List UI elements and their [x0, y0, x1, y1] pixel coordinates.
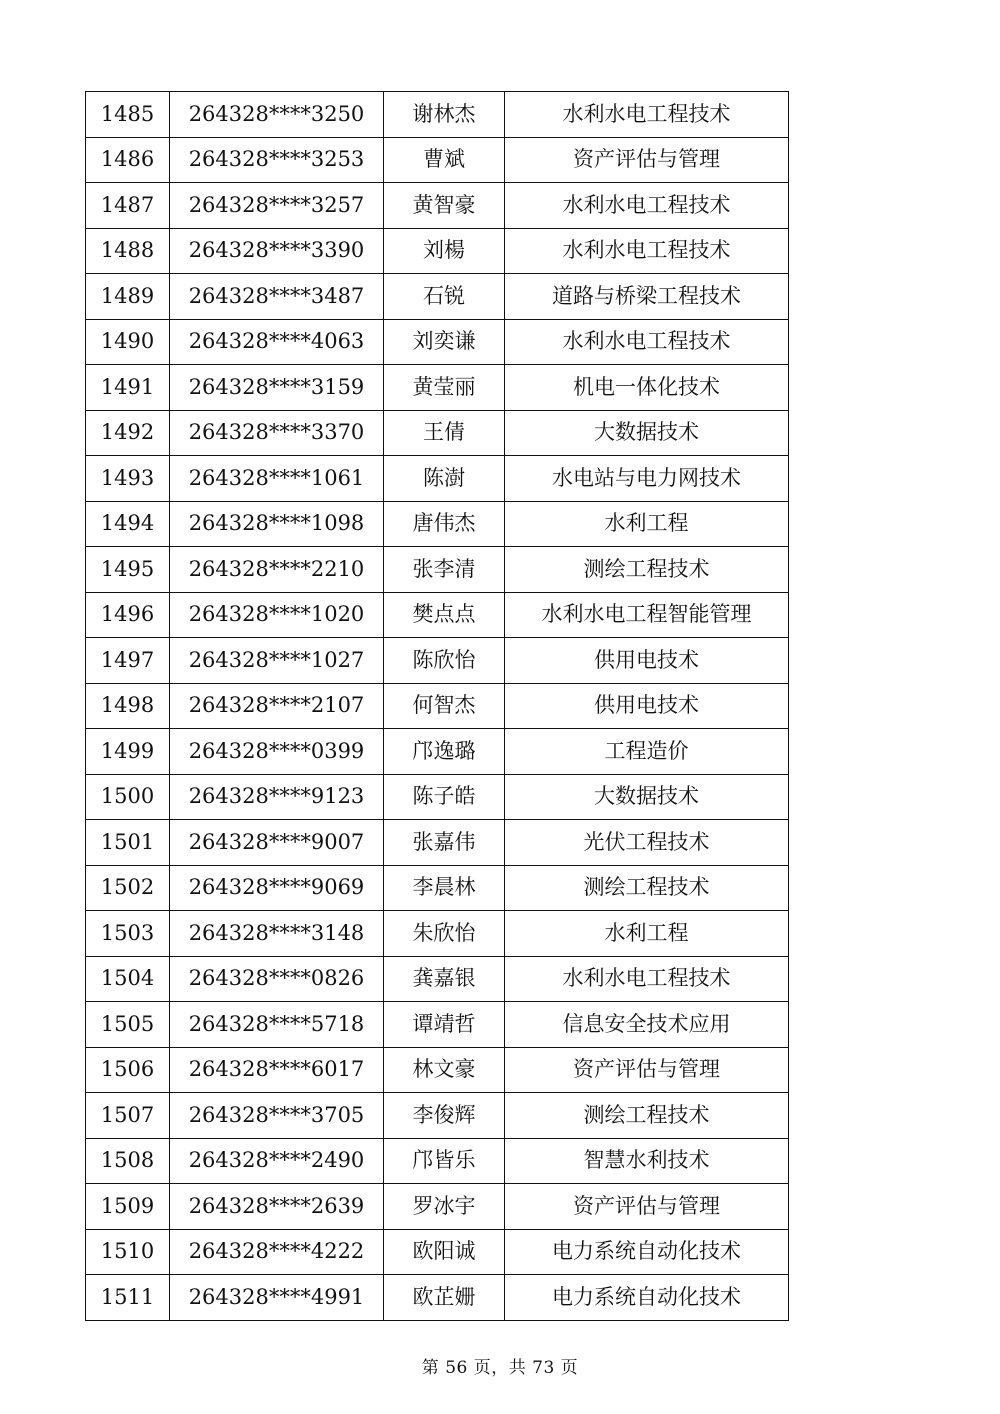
- major-cell: 资产评估与管理: [505, 1047, 789, 1093]
- serial-number-cell: 1503: [86, 911, 170, 957]
- table-row: [86, 638, 789, 684]
- table-row: [86, 1047, 789, 1093]
- serial-number-cell: 1497: [86, 638, 170, 684]
- student-name-cell: 李晨林: [384, 865, 505, 911]
- major-cell: 水利工程: [505, 501, 789, 547]
- student-name-cell: 王倩: [384, 410, 505, 456]
- student-id-cell: 264328****2490: [170, 1138, 384, 1184]
- table-row: [86, 1229, 789, 1275]
- major-cell: 道路与桥梁工程技术: [505, 274, 789, 320]
- table-row: [86, 956, 789, 1002]
- student-id-cell: 264328****1098: [170, 501, 384, 547]
- student-id-cell: 264328****0826: [170, 956, 384, 1002]
- serial-number-cell: 1500: [86, 774, 170, 820]
- major-cell: 水利水电工程技术: [505, 92, 789, 138]
- serial-number-cell: 1505: [86, 1002, 170, 1048]
- student-name-cell: 陈澍: [384, 456, 505, 502]
- student-id-cell: 264328****3370: [170, 410, 384, 456]
- table-row: [86, 228, 789, 274]
- table-row: [86, 1184, 789, 1230]
- major-cell: 测绘工程技术: [505, 1093, 789, 1139]
- student-id-cell: 264328****3159: [170, 365, 384, 411]
- page-number-footer: 第 56 页，共 73 页: [421, 1358, 579, 1378]
- student-name-cell: 谭靖哲: [384, 1002, 505, 1048]
- student-name-cell: 邝逸璐: [384, 729, 505, 775]
- student-name-cell: 罗冰宇: [384, 1184, 505, 1230]
- serial-number-cell: 1506: [86, 1047, 170, 1093]
- serial-number-cell: 1495: [86, 547, 170, 593]
- student-id-cell: 264328****1020: [170, 592, 384, 638]
- student-id-cell: 264328****6017: [170, 1047, 384, 1093]
- student-id-cell: 264328****9123: [170, 774, 384, 820]
- student-id-cell: 264328****2107: [170, 683, 384, 729]
- table-row: [86, 410, 789, 456]
- roster-table-body: [86, 92, 789, 1321]
- major-cell: 电力系统自动化技术: [505, 1275, 789, 1321]
- table-row: [86, 774, 789, 820]
- major-cell: 大数据技术: [505, 410, 789, 456]
- major-cell: 资产评估与管理: [505, 1184, 789, 1230]
- student-name-cell: 何智杰: [384, 683, 505, 729]
- table-row: [86, 683, 789, 729]
- major-cell: 水利水电工程技术: [505, 319, 789, 365]
- serial-number-cell: 1502: [86, 865, 170, 911]
- student-id-cell: 264328****1027: [170, 638, 384, 684]
- serial-number-cell: 1489: [86, 274, 170, 320]
- student-id-cell: 264328****3257: [170, 183, 384, 229]
- serial-number-cell: 1496: [86, 592, 170, 638]
- student-id-cell: 264328****4222: [170, 1229, 384, 1275]
- major-cell: 电力系统自动化技术: [505, 1229, 789, 1275]
- student-id-cell: 264328****3390: [170, 228, 384, 274]
- student-name-cell: 刘楊: [384, 228, 505, 274]
- student-name-cell: 樊点点: [384, 592, 505, 638]
- table-row: [86, 137, 789, 183]
- major-cell: 智慧水利技术: [505, 1138, 789, 1184]
- student-name-cell: 林文豪: [384, 1047, 505, 1093]
- student-name-cell: 李俊辉: [384, 1093, 505, 1139]
- major-cell: 工程造价: [505, 729, 789, 775]
- student-id-cell: 264328****4991: [170, 1275, 384, 1321]
- table-row: [86, 456, 789, 502]
- student-id-cell: 264328****3148: [170, 911, 384, 957]
- table-row: [86, 820, 789, 866]
- student-id-cell: 264328****3253: [170, 137, 384, 183]
- serial-number-cell: 1511: [86, 1275, 170, 1321]
- student-name-cell: 曹斌: [384, 137, 505, 183]
- major-cell: 供用电技术: [505, 638, 789, 684]
- student-id-cell: 264328****0399: [170, 729, 384, 775]
- major-cell: 信息安全技术应用: [505, 1002, 789, 1048]
- student-name-cell: 唐伟杰: [384, 501, 505, 547]
- major-cell: 水利水电工程技术: [505, 228, 789, 274]
- student-name-cell: 欧阳诚: [384, 1229, 505, 1275]
- student-id-cell: 264328****2639: [170, 1184, 384, 1230]
- student-name-cell: 欧芷姗: [384, 1275, 505, 1321]
- student-id-cell: 264328****3250: [170, 92, 384, 138]
- table-row: [86, 365, 789, 411]
- major-cell: 资产评估与管理: [505, 137, 789, 183]
- major-cell: 水利水电工程智能管理: [505, 592, 789, 638]
- student-name-cell: 谢林杰: [384, 92, 505, 138]
- serial-number-cell: 1509: [86, 1184, 170, 1230]
- major-cell: 光伏工程技术: [505, 820, 789, 866]
- serial-number-cell: 1501: [86, 820, 170, 866]
- serial-number-cell: 1487: [86, 183, 170, 229]
- student-name-cell: 邝皆乐: [384, 1138, 505, 1184]
- major-cell: 供用电技术: [505, 683, 789, 729]
- major-cell: 机电一体化技术: [505, 365, 789, 411]
- serial-number-cell: 1491: [86, 365, 170, 411]
- table-row: [86, 729, 789, 775]
- major-cell: 水利水电工程技术: [505, 956, 789, 1002]
- student-id-cell: 264328****9007: [170, 820, 384, 866]
- roster-table: [85, 91, 789, 1321]
- student-name-cell: 龚嘉银: [384, 956, 505, 1002]
- table-row: [86, 1093, 789, 1139]
- major-cell: 水利水电工程技术: [505, 183, 789, 229]
- table-row: [86, 547, 789, 593]
- serial-number-cell: 1488: [86, 228, 170, 274]
- student-name-cell: 刘奕谦: [384, 319, 505, 365]
- serial-number-cell: 1492: [86, 410, 170, 456]
- table-row: [86, 1138, 789, 1184]
- table-row: [86, 319, 789, 365]
- student-name-cell: 张李清: [384, 547, 505, 593]
- student-id-cell: 264328****3487: [170, 274, 384, 320]
- student-id-cell: 264328****9069: [170, 865, 384, 911]
- serial-number-cell: 1498: [86, 683, 170, 729]
- serial-number-cell: 1499: [86, 729, 170, 775]
- table-row: [86, 1275, 789, 1321]
- student-name-cell: 张嘉伟: [384, 820, 505, 866]
- serial-number-cell: 1508: [86, 1138, 170, 1184]
- serial-number-cell: 1510: [86, 1229, 170, 1275]
- table-row: [86, 183, 789, 229]
- student-id-cell: 264328****4063: [170, 319, 384, 365]
- table-row: [86, 911, 789, 957]
- table-row: [86, 1002, 789, 1048]
- table-row: [86, 865, 789, 911]
- student-id-cell: 264328****5718: [170, 1002, 384, 1048]
- serial-number-cell: 1504: [86, 956, 170, 1002]
- student-name-cell: 陈欣怡: [384, 638, 505, 684]
- student-name-cell: 朱欣怡: [384, 911, 505, 957]
- student-name-cell: 黄智豪: [384, 183, 505, 229]
- serial-number-cell: 1507: [86, 1093, 170, 1139]
- table-row: [86, 274, 789, 320]
- major-cell: 水电站与电力网技术: [505, 456, 789, 502]
- serial-number-cell: 1493: [86, 456, 170, 502]
- table-row: [86, 592, 789, 638]
- student-id-cell: 264328****3705: [170, 1093, 384, 1139]
- serial-number-cell: 1485: [86, 92, 170, 138]
- serial-number-cell: 1490: [86, 319, 170, 365]
- table-row: [86, 501, 789, 547]
- major-cell: 水利工程: [505, 911, 789, 957]
- student-name-cell: 石锐: [384, 274, 505, 320]
- serial-number-cell: 1486: [86, 137, 170, 183]
- student-id-cell: 264328****1061: [170, 456, 384, 502]
- student-id-cell: 264328****2210: [170, 547, 384, 593]
- major-cell: 测绘工程技术: [505, 547, 789, 593]
- student-name-cell: 黄莹丽: [384, 365, 505, 411]
- major-cell: 测绘工程技术: [505, 865, 789, 911]
- major-cell: 大数据技术: [505, 774, 789, 820]
- student-name-cell: 陈子皓: [384, 774, 505, 820]
- serial-number-cell: 1494: [86, 501, 170, 547]
- table-row: [86, 92, 789, 138]
